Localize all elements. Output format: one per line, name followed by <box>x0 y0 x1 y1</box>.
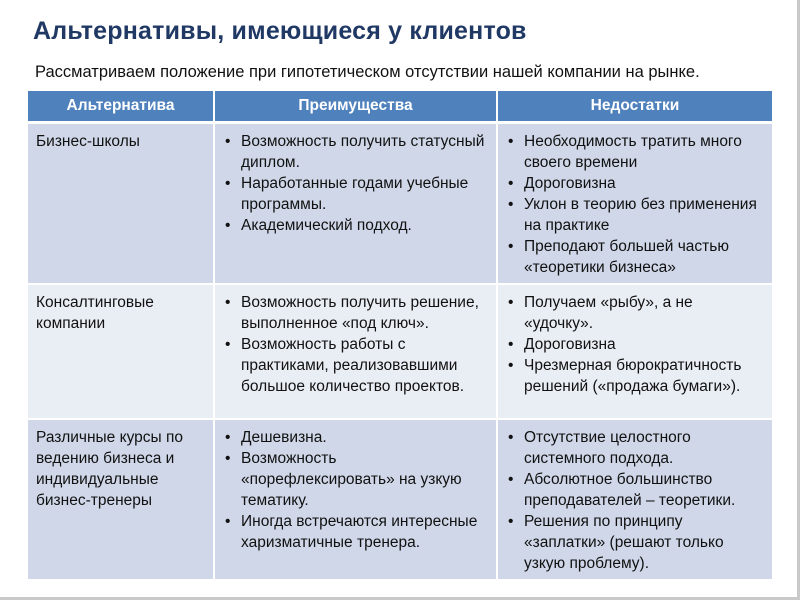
list-item: • Уклон в теорию без применения на практике <box>506 194 764 236</box>
list-item: • Возможность работы с практиками, реализовавшими большое количество проектов. <box>223 334 488 397</box>
advantages-cell <box>214 419 497 580</box>
alternative-cell: Бизнес-школы <box>28 123 214 285</box>
slide-subtitle: Рассматриваем положение при гипотетическом отсутствии нашей компании на рынке. <box>35 63 700 81</box>
disadvantages-cell <box>497 284 772 419</box>
advantages-list <box>223 131 488 236</box>
advantages-cell <box>214 123 497 285</box>
table-header-row <box>28 91 772 123</box>
disadvantages-cell <box>497 123 772 285</box>
disadvantages-list <box>506 427 764 574</box>
disadvantages-list <box>506 131 764 278</box>
header-disadvantages: Недостатки <box>497 91 772 123</box>
list-item: • Возможность «порефлексировать» на узкую тематику. <box>223 448 488 511</box>
header-advantages: Преимущества <box>214 91 497 123</box>
table-row <box>28 123 772 285</box>
list-item: • Возможность получить решение, выполненное «под ключ». <box>223 292 488 334</box>
alternatives-table <box>28 91 772 581</box>
table-row <box>28 419 772 580</box>
advantages-list <box>223 292 488 397</box>
list-item: • Получаем «рыбу», а не «удочку». <box>506 292 764 334</box>
list-item: • Решения по принципу «заплатки» (решают только узкую проблему). <box>506 511 764 574</box>
list-item: • Наработанные годами учебные программы. <box>223 173 488 215</box>
alternative-cell: Различные курсы по ведению бизнеса и индивидуальные бизнес-тренеры <box>28 419 214 580</box>
advantages-list <box>223 427 488 553</box>
list-item: • Чрезмерная бюрократичность решений («продажа бумаги»). <box>506 355 764 397</box>
header-alternative: Альтернатива <box>28 91 214 123</box>
list-item: • Академический подход. <box>223 215 488 236</box>
list-item: • Преподают большей частью «теоретики бизнеса» <box>506 236 764 278</box>
table-row <box>28 284 772 419</box>
list-item: • Дороговизна <box>506 173 764 194</box>
list-item: • Иногда встречаются интересные харизматичные тренера. <box>223 511 488 553</box>
list-item: • Абсолютное большинство преподавателей – теоретики. <box>506 469 764 511</box>
list-item: • Дешевизна. <box>223 427 488 448</box>
alternative-cell: Консалтинговые компании <box>28 284 214 419</box>
disadvantages-cell <box>497 419 772 580</box>
list-item: • Необходимость тратить много своего времени <box>506 131 764 173</box>
list-item: • Возможность получить статусный диплом. <box>223 131 488 173</box>
list-item: • Дороговизна <box>506 334 764 355</box>
advantages-cell <box>214 284 497 419</box>
disadvantages-list <box>506 292 764 397</box>
slide-title: Альтернативы, имеющиеся у клиентов <box>33 17 527 45</box>
list-item: • Отсутствие целостного системного подхода. <box>506 427 764 469</box>
